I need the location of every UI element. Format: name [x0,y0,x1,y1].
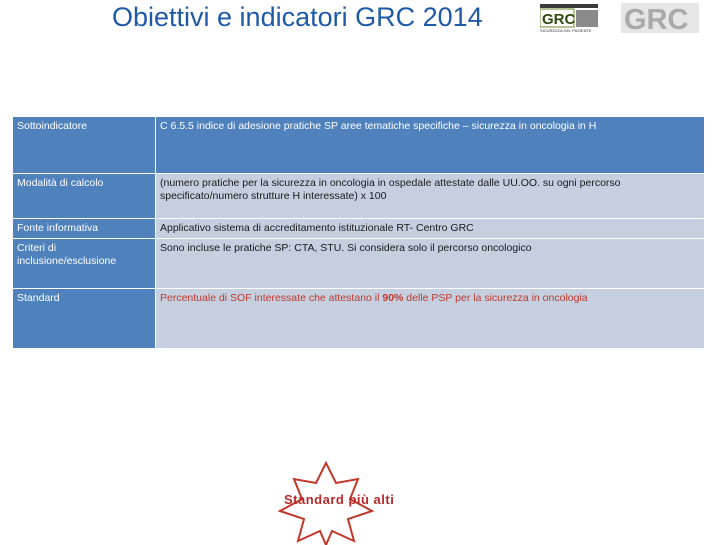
row-value-standard [156,289,705,349]
row-value-fonte: Applicativo sistema di accreditamento istituzionale RT- Centro GRC [156,219,705,239]
standard-text-before: Percentuale di SOF interessate che attestano il [160,292,383,304]
standard-text-after: delle PSP per la sicurezza in oncologia [403,292,588,304]
grc-logo-small [540,4,598,32]
grc-logo-big [621,3,699,33]
row-value-modalita: (numero pratiche per la sicurezza in oncologia in ospedale attestate dalle UU.OO. su ogni percorso specificato/numero strutture H interessate) x 100 [156,174,705,219]
row-label-fonte: Fonte informativa [13,219,156,239]
standard-percent: 90% [382,292,404,304]
table-row [13,239,705,289]
table-row [13,219,705,239]
row-value-sottoindicatore: C 6.5.5 indice di adesione pratiche SP aree tematiche specifiche – sicurezza in oncologia in H [156,117,705,174]
row-label-standard: Standard [13,289,156,349]
logo-small-caption: SICUREZZA DEL PAZIENTE [540,28,592,32]
row-label-modalita: Modalità di calcolo [13,174,156,219]
logo-small-text: GRC [542,11,576,28]
table-row [13,117,705,174]
standard-badge-text: Standard più alti [284,492,395,507]
table-row [13,289,705,349]
row-value-criteri: Sono incluse le pratiche SP: CTA, STU. Si considera solo il percorso oncologico [156,239,705,289]
row-label-criteri: Criteri di inclusione/esclusione [13,239,156,289]
page-title: Obiettivi e indicatori GRC 2014 [112,2,483,32]
table-row [13,174,705,219]
row-label-sottoindicatore: Sottoindicatore [13,117,156,174]
logo-big-text: GRC [624,4,689,33]
indicator-table [12,116,705,349]
